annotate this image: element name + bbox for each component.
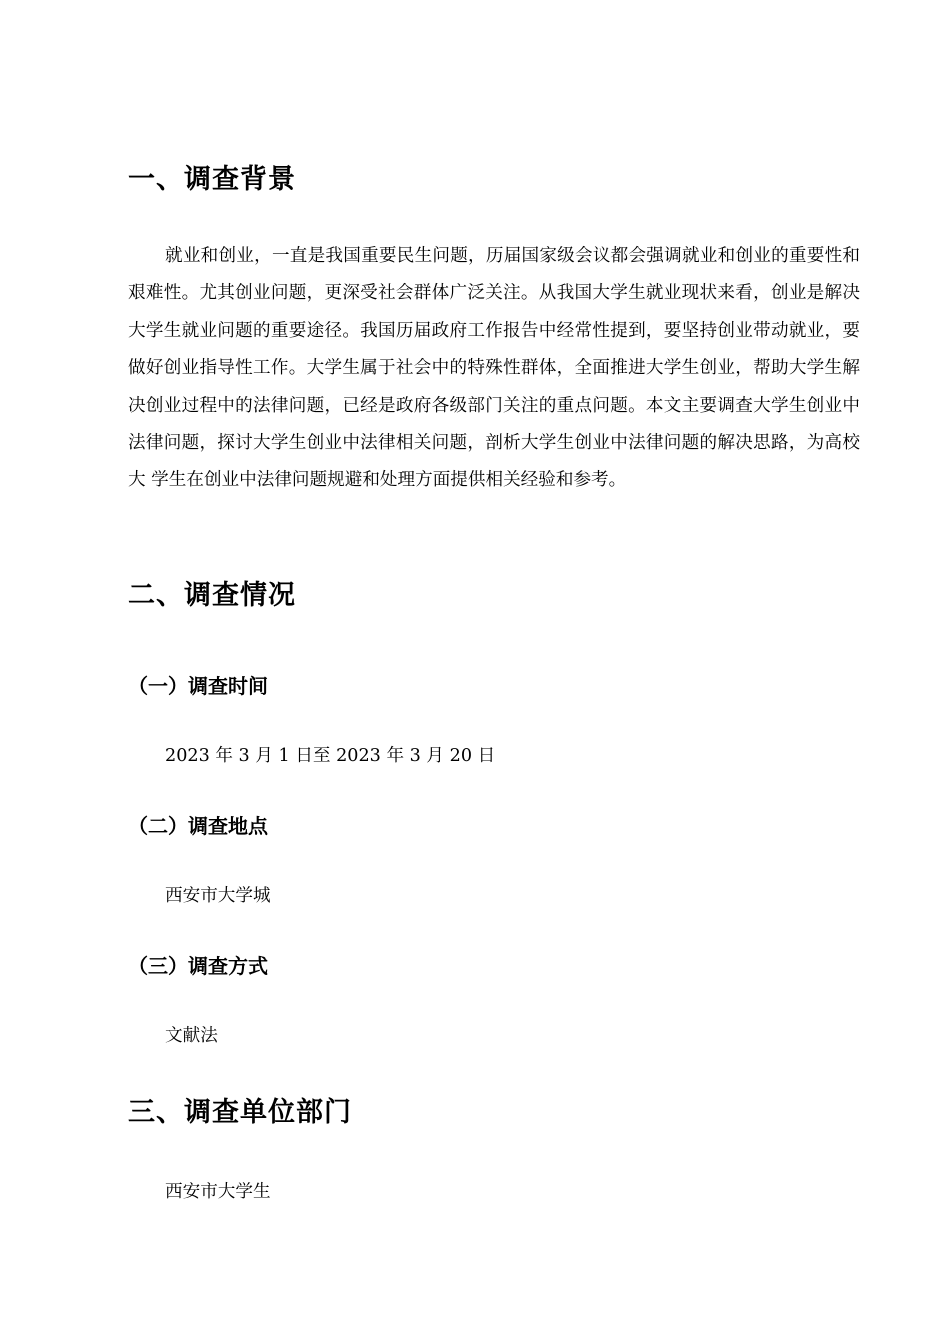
- section-heading-unit: 三、调查单位部门: [128, 1097, 352, 1128]
- section-heading-background: 一、调查背景: [128, 164, 296, 195]
- survey-method-text: 文献法: [165, 1026, 218, 1046]
- subsection-heading-time: （一）调查时间: [128, 674, 268, 698]
- section-heading-situation: 二、调查情况: [128, 580, 296, 611]
- survey-unit-text: 西安市大学生: [165, 1182, 271, 1202]
- survey-location-text: 西安市大学城: [165, 886, 271, 906]
- background-paragraph: 就业和创业，一直是我国重要民生问题，历届国家级会议都会强调就业和创业的重要性和艰难性。尤其创业问题，更深受社会群体广泛关注。从我国大学生就业现状来看，创业是解决大学生就业问题的重要途径。我国历届政府工作报告中经常性提到，要坚持创业带动就业，要做好创业指导性工作。大学生属于社会中的特殊性群体，全面推进大学生创业，帮助大学生解决创业过程中的法律问题，已经是政府各级部门关注的重点问题。本文主要调查大学生创业中法律问题，探讨大学生创业中法律相关问题，剖析大学生创业中法律问题的解决思路，为高校大 学生在创业中法律问题规避和处理方面提供相关经验和参考。: [128, 246, 860, 491]
- survey-time-text: 2023 年 3 月 1 日至 2023 年 3 月 20 日: [165, 746, 496, 766]
- subsection-heading-location: （二）调查地点: [128, 814, 268, 838]
- subsection-heading-method: （三）调查方式: [128, 954, 268, 978]
